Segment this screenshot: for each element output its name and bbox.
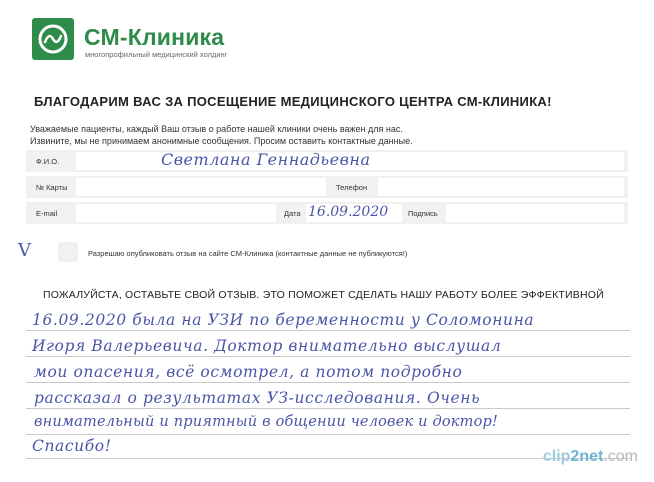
- fio-label: Ф.И.О.: [36, 157, 60, 166]
- brand-name: СМ-Клиника: [84, 24, 225, 50]
- card-phone-row: [26, 176, 628, 198]
- consent-check-mark: V: [18, 240, 31, 261]
- clinic-logo: [32, 18, 74, 60]
- card-number-field[interactable]: [76, 178, 326, 196]
- review-handwritten-line: мои опасения, всё осмотрел, а потом подробно: [34, 363, 463, 381]
- email-date-signature-row: [26, 202, 628, 224]
- phone-field[interactable]: [378, 178, 624, 196]
- review-ruled-line: [26, 408, 630, 409]
- form-headline: БЛАГОДАРИМ ВАС ЗА ПОСЕЩЕНИЕ МЕДИЦИНСКОГО ЦЕНТРА СМ-КЛИНИКА!: [34, 94, 552, 109]
- review-handwritten-line: Игоря Валерьевича. Доктор внимательно выслушал: [32, 337, 502, 355]
- consent-text: Разрешаю опубликовать отзыв на сайте СМ-Клиника (контактные данные не публикуются!): [88, 249, 408, 258]
- clip2net-watermark: [543, 448, 638, 466]
- review-ruled-line: [26, 434, 630, 435]
- brand-tagline: многопрофильный медицинский холдинг: [85, 50, 228, 59]
- review-ruled-line: [26, 330, 630, 331]
- phone-label: Телефон: [336, 183, 368, 192]
- email-label: E-mail: [36, 209, 58, 218]
- watermark-part1: clip: [542, 448, 571, 465]
- fio-handwritten-value: Светлана Геннадьевна: [161, 150, 371, 169]
- intro-text-line1: Уважаемые пациенты, каждый Ваш отзыв о работе нашей клиники очень важен для нас.: [30, 124, 403, 134]
- review-handwritten-line: 16.09.2020 была на УЗИ по беременности у Соломонина: [32, 311, 535, 329]
- fio-row: [26, 150, 628, 172]
- intro-text-line2: Извините, мы не принимаем анонимные сообщения. Просим оставить контактные данные.: [30, 136, 413, 146]
- review-handwritten-line: рассказал о результатах УЗ-исследования. Очень: [34, 389, 481, 407]
- card-number-label: № Карты: [36, 183, 68, 192]
- sm-clinic-logo-icon: [36, 22, 70, 56]
- review-ruled-line: [26, 356, 630, 357]
- signature-field[interactable]: [446, 204, 624, 222]
- review-ruled-line: [26, 382, 630, 383]
- consent-checkbox[interactable]: [58, 242, 78, 262]
- review-handwritten-line: внимательный и приятный в общении человек и доктор!: [34, 414, 499, 430]
- watermark-part2: 2net: [570, 448, 604, 465]
- email-field[interactable]: [76, 204, 276, 222]
- date-handwritten-value: 16.09.2020: [308, 204, 389, 220]
- watermark-part3: .com: [603, 448, 638, 465]
- review-ruled-line: [26, 458, 630, 459]
- review-handwritten-line: Спасибо!: [32, 437, 112, 455]
- date-label: Дата: [284, 209, 301, 218]
- signature-label: Подпись: [408, 209, 438, 218]
- review-prompt: ПОЖАЛУЙСТА, ОСТАВЬТЕ СВОЙ ОТЗЫВ. ЭТО ПОМОЖЕТ СДЕЛАТЬ НАШУ РАБОТУ БОЛЕЕ ЭФФЕКТИВНОЙ: [43, 289, 604, 301]
